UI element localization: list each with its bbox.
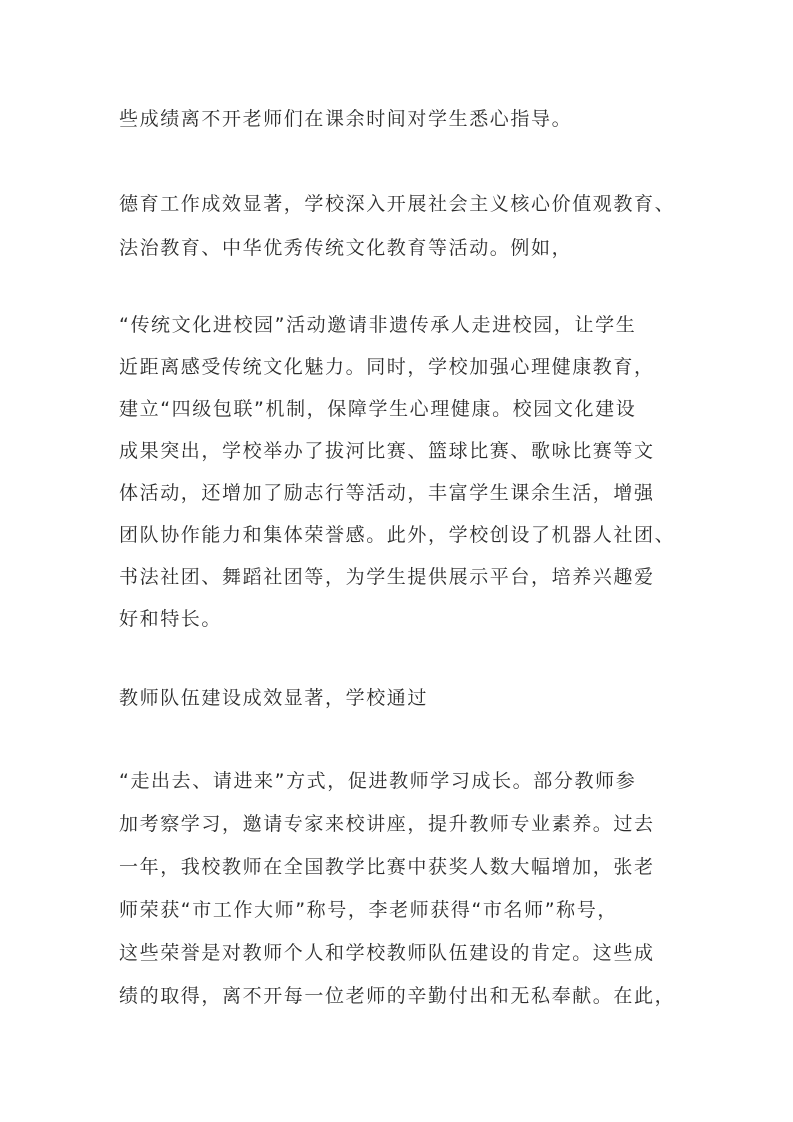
text-line: “传统文化进校园”活动邀请非遗传承人走进校园，让学生 xyxy=(119,314,637,336)
text-line: 绩的取得，离不开每一位老师的辛勤付出和无私奉献。在此， xyxy=(119,985,676,1007)
text-line: 教师队伍建设成效显著，学校通过 xyxy=(119,687,429,709)
text-line: 德育工作成效显著，学校深入开展社会主义核心价值观教育、 xyxy=(119,193,676,215)
text-line: 这些荣誉是对教师个人和学校教师队伍建设的肯定。这些成 xyxy=(119,942,655,964)
text-line: 加考察学习，邀请专家来校讲座，提升教师专业素养。过去 xyxy=(119,813,655,835)
text-line: 团队协作能力和集体荣誉感。此外，学校创设了机器人社团、 xyxy=(119,524,676,546)
text-line: 些成绩离不开老师们在课余时间对学生悉心指导。 xyxy=(119,108,573,130)
text-line: 法治教育、中华优秀传统文化教育等活动。例如， xyxy=(119,237,573,259)
text-line: “走出去、请进来”方式，促进教师学习成长。部分教师参 xyxy=(119,770,637,792)
text-line: 书法社团、舞蹈社团等，为学生提供展示平台，培养兴趣爱 xyxy=(119,566,655,588)
text-line: 建立“四级包联”机制，保障学生心理健康。校园文化建设 xyxy=(119,398,637,420)
text-line: 体活动，还增加了励志行等活动，丰富学生课余生活，增强 xyxy=(119,482,655,504)
text-line: 近距离感受传统文化魅力。同时，学校加强心理健康教育， xyxy=(119,356,655,378)
text-line: 一年，我校教师在全国教学比赛中获奖人数大幅增加，张老 xyxy=(119,856,655,878)
text-line: 师荣获“市工作大师”称号，李老师获得“市名师”称号， xyxy=(119,899,618,921)
text-line: 成果突出，学校举办了拔河比赛、篮球比赛、歌咏比赛等文 xyxy=(119,440,655,462)
text-line: 好和特长。 xyxy=(119,608,223,630)
